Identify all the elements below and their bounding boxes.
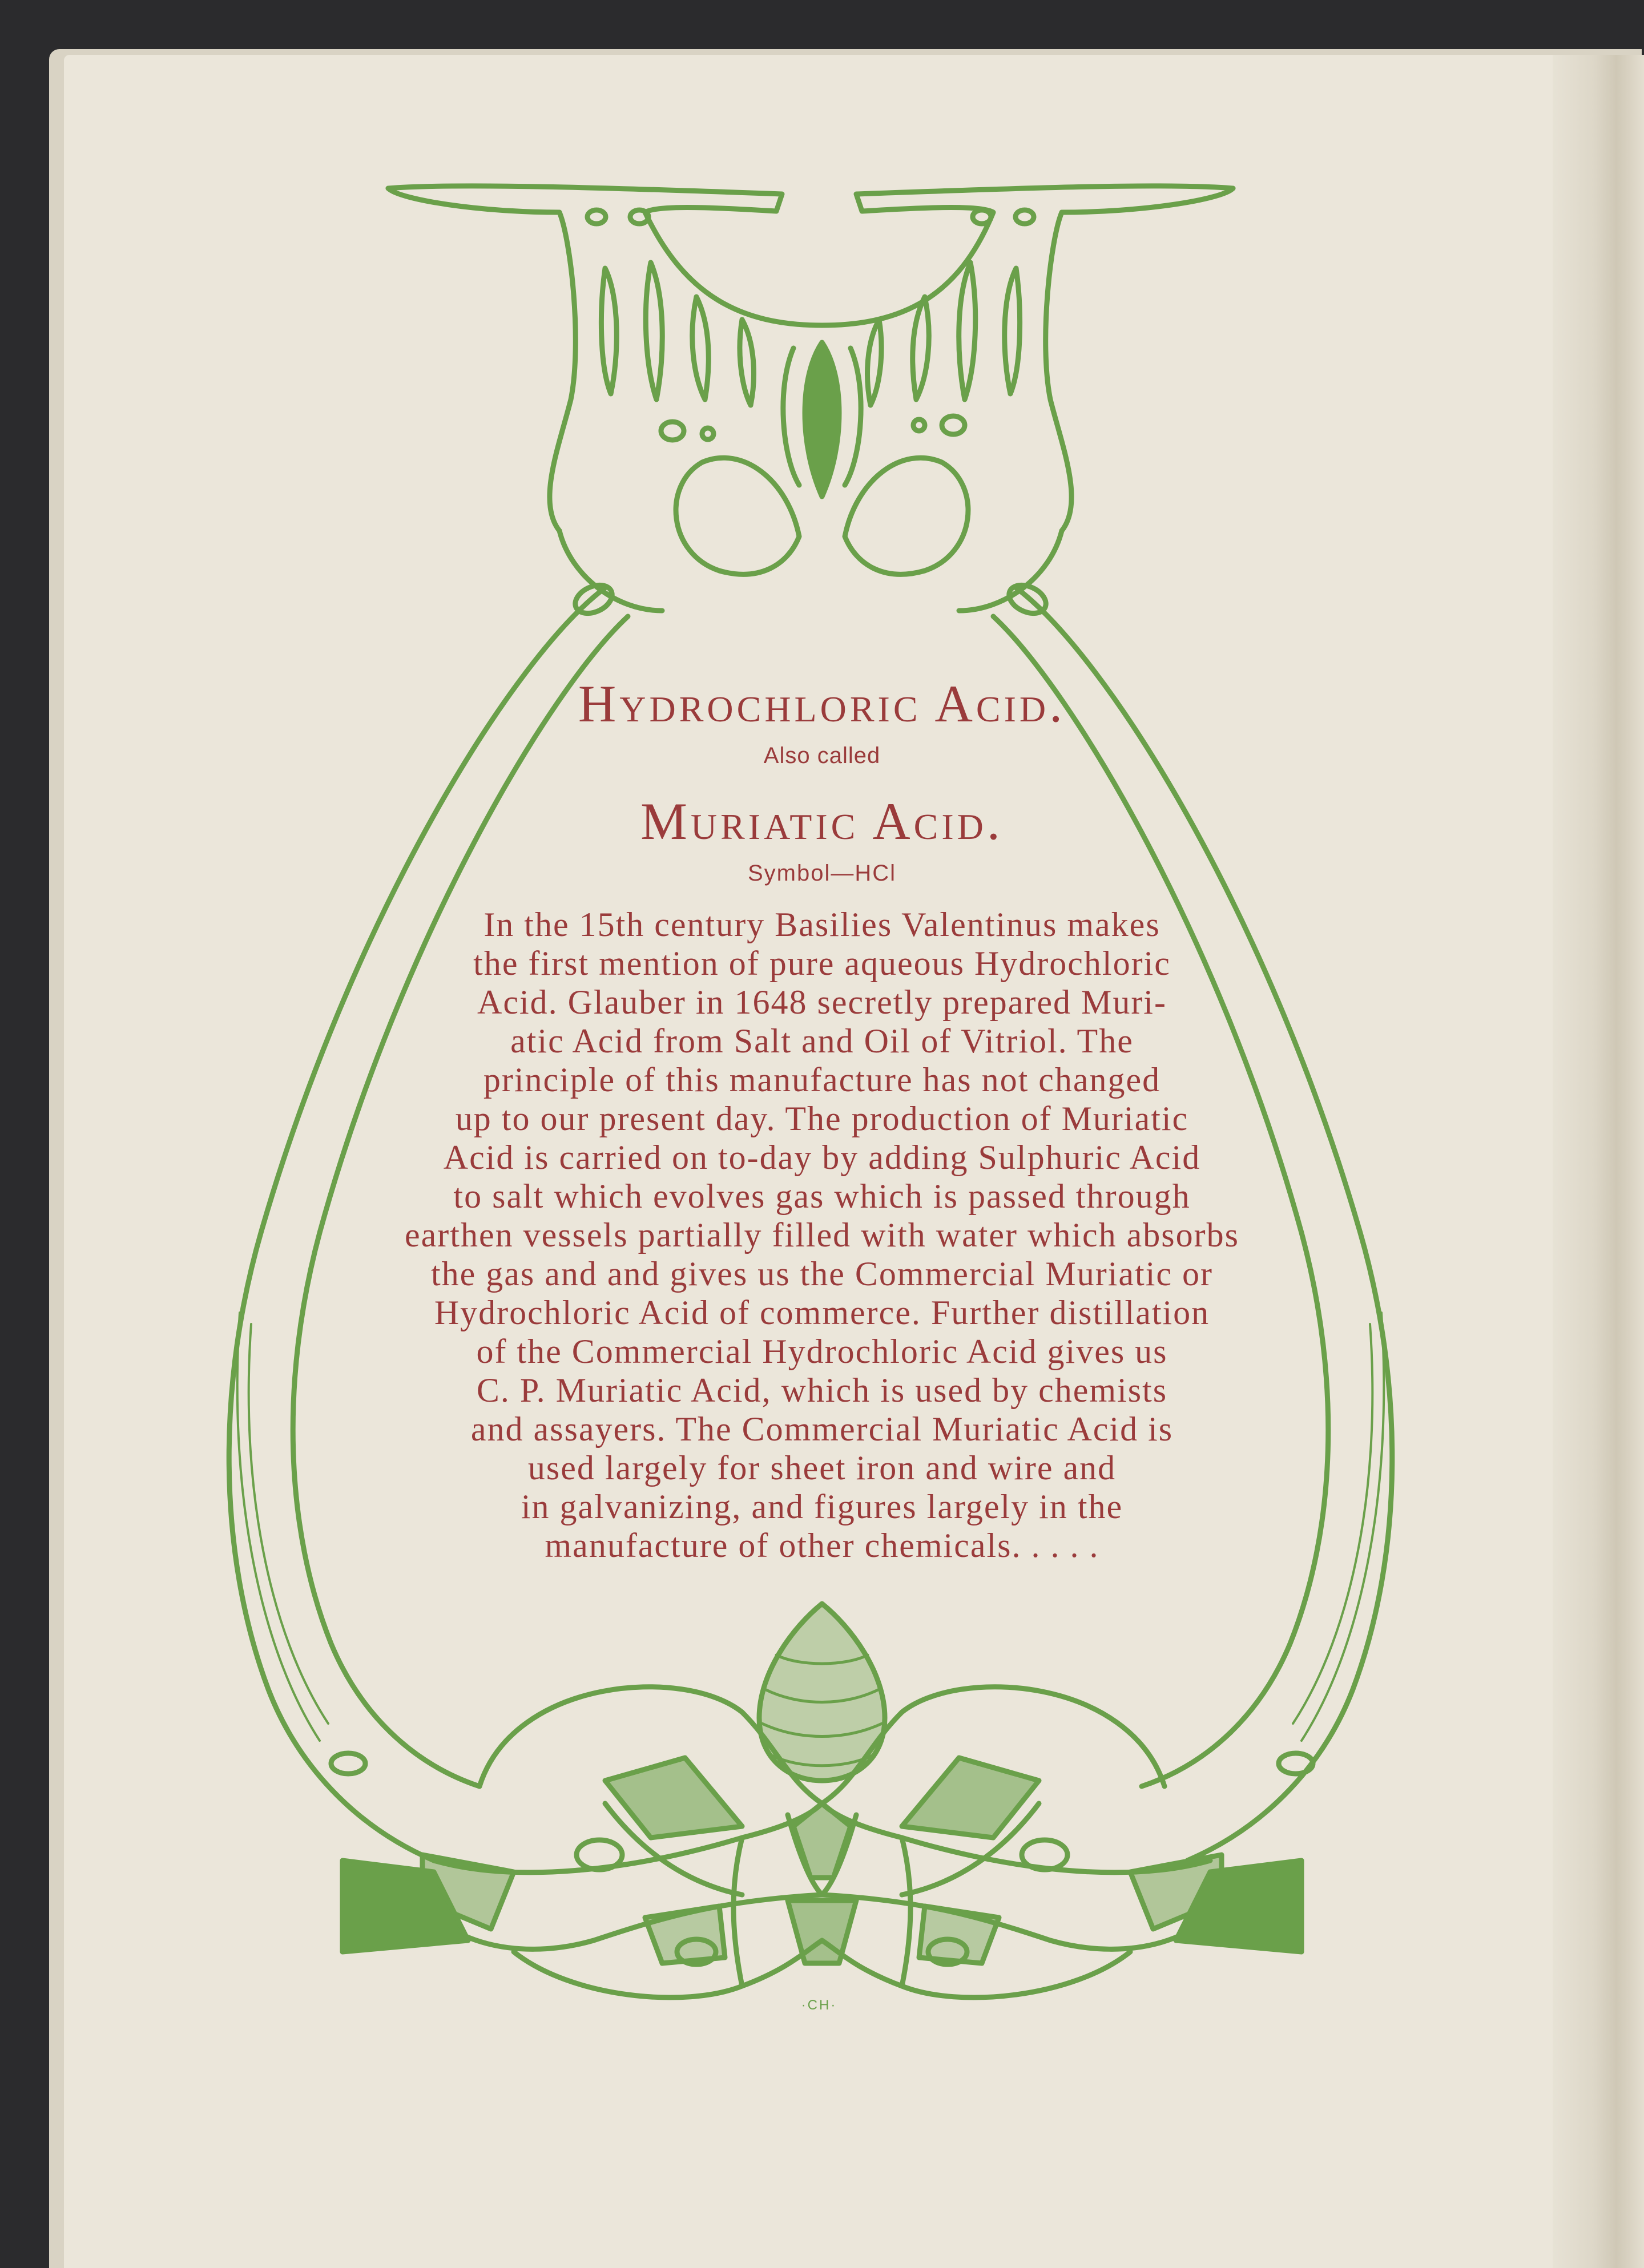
body-line: earthen vessels partially filled with water which absorbs <box>405 1216 1239 1254</box>
artist-monogram: ·CH· <box>801 1997 837 2013</box>
chemical-symbol: Symbol—HCl <box>747 861 897 886</box>
body-line: atic Acid from Salt and Oil of Vitriol. The <box>510 1022 1134 1060</box>
body-text <box>320 905 1324 1565</box>
body-line: up to our present day. The production of Muriatic <box>455 1100 1189 1137</box>
page-subtitle: Muriatic Acid. <box>640 792 1004 850</box>
body-line: Acid is carried on to-day by adding Sulphuric Acid <box>443 1139 1201 1176</box>
body-line: C. P. Muriatic Acid, which is used by chemists <box>476 1371 1168 1409</box>
body-line: Hydrochloric Acid of commerce. Further distillation <box>434 1294 1210 1331</box>
body-line: to salt which evolves gas which is passed through <box>453 1177 1191 1215</box>
body-line: In the 15th century Basilies Valentinus makes <box>483 906 1161 943</box>
body-line: used largely for sheet iron and wire and <box>527 1449 1117 1487</box>
also-called-label: Also called <box>763 743 881 768</box>
ornament-top-bar <box>388 188 575 531</box>
body-line: in galvanizing, and figures largely in the <box>521 1488 1123 1526</box>
body-line: the gas and and gives us the Commercial Muriatic or <box>431 1255 1213 1293</box>
body-line: of the Commercial Hydrochloric Acid gives us <box>476 1333 1168 1370</box>
body-line: manufacture of other chemicals. . . . . <box>545 1527 1099 1564</box>
body-line: Acid. Glauber in 1648 secretly prepared Muri- <box>477 983 1167 1021</box>
page-title: Hydrochloric Acid. <box>578 675 1066 733</box>
body-line: the first mention of pure aqueous Hydrochloric <box>473 945 1171 982</box>
body-line: and assayers. The Commercial Muriatic Acid is <box>470 1410 1174 1448</box>
body-line: principle of this manufacture has not changed <box>483 1061 1161 1099</box>
